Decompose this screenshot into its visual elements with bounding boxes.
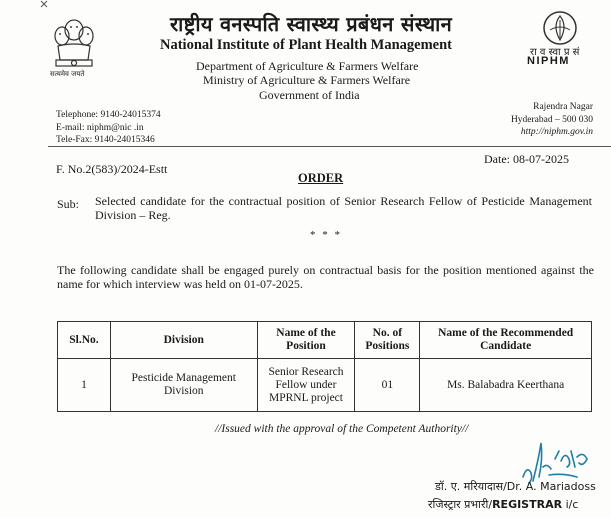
order-paragraph: The following candidate shall be engaged purely on contractual basis for the position mentioned against the name for which interview was held on 01-07-2025. bbox=[57, 263, 594, 291]
website-link[interactable]: http://niphm.gov.in bbox=[520, 127, 593, 137]
separator-stars: * * * bbox=[310, 229, 342, 241]
table-row bbox=[58, 359, 592, 412]
logo-text-hindi: रा व स्वा प्र सं bbox=[530, 47, 580, 58]
order-heading: ORDER bbox=[298, 171, 344, 185]
department-line: Department of Agriculture & Farmers Welfare bbox=[196, 59, 419, 73]
government-line: Government of India bbox=[259, 88, 360, 102]
address-block bbox=[511, 101, 593, 139]
cell-candidate: Ms. Balabadra Keerthana bbox=[420, 359, 592, 412]
logo-text-english: NIPHM bbox=[527, 55, 570, 67]
candidate-table bbox=[57, 321, 592, 412]
cell-position: Senior Research Fellow under MPRNL project bbox=[257, 359, 355, 412]
approval-note: //Issued with the approval of the Competent Authority// bbox=[215, 423, 469, 435]
header-no-of-positions: No. of Positions bbox=[355, 322, 420, 359]
signatory-title-hindi: रजिस्ट्रार प्रभारी/ bbox=[428, 498, 493, 511]
telephone: Telephone: 9140-24015374 bbox=[56, 110, 161, 120]
subject-label: Sub: bbox=[57, 197, 80, 211]
ministry-line: Ministry of Agriculture & Farmers Welfare bbox=[203, 73, 411, 87]
corner-mark bbox=[40, 0, 48, 8]
niphm-logo bbox=[540, 8, 580, 48]
header-position: Name of the Position bbox=[257, 322, 355, 359]
institute-title-hindi: राष्ट्रीय वनस्पति स्वास्थ्य प्रबंधन संस्थान bbox=[170, 12, 453, 36]
signatory-suffix: i/c bbox=[562, 498, 579, 511]
institute-title-english: National Institute of Plant Health Management bbox=[160, 37, 452, 53]
telefax: Tele-Fax: 9140-24015346 bbox=[56, 135, 155, 145]
header-divider bbox=[48, 146, 611, 147]
table-header-row bbox=[58, 322, 592, 359]
signatory-title-english: REGISTRAR bbox=[492, 498, 563, 511]
header-slno: Sl.No. bbox=[58, 322, 111, 359]
file-number: F. No.2(583)/2024-Estt bbox=[56, 162, 168, 176]
signatory-name: डॉ. ए. मरियादास/Dr. A. Mariadoss bbox=[435, 480, 596, 493]
national-emblem bbox=[48, 14, 100, 84]
subject-text: Selected candidate for the contractual position of Senior Research Fellow of Pesticide Management Division – Reg. bbox=[95, 194, 592, 222]
cell-no-of-positions: 01 bbox=[355, 359, 420, 412]
header-division: Division bbox=[110, 322, 257, 359]
header-candidate: Name of the Recommended Candidate bbox=[420, 322, 592, 359]
signatory-title bbox=[428, 497, 578, 512]
emblem-caption: सत्यमेव जयते bbox=[50, 70, 85, 78]
address-line-1: Rajendra Nagar bbox=[533, 102, 593, 112]
email: E-mail: niphm@nic .in bbox=[56, 122, 144, 133]
contact-block bbox=[56, 109, 161, 147]
cell-division: Pesticide Management Division bbox=[110, 359, 257, 412]
address-line-2: Hyderabad – 500 030 bbox=[510, 114, 593, 125]
order-date: Date: 08-07-2025 bbox=[484, 152, 569, 166]
cell-slno: 1 bbox=[58, 359, 111, 412]
